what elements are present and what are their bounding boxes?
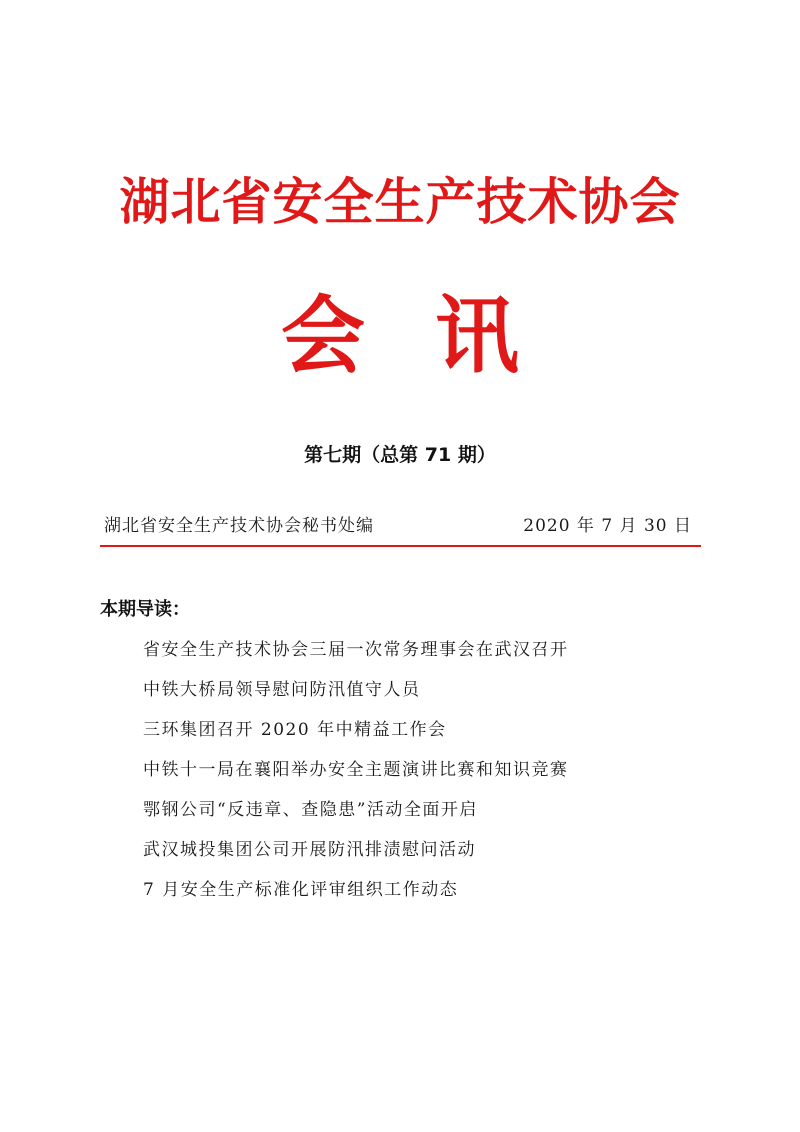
organization-title: 湖北省安全生产技术协会 xyxy=(119,173,681,231)
contents-item: 三环集团召开 2020 年中精益工作会 xyxy=(143,720,447,740)
contents-item: 中铁十一局在襄阳举办安全主题演讲比赛和知识竞赛 xyxy=(143,760,569,780)
contents-heading: 本期导读： xyxy=(100,599,190,620)
contents-item: 武汉城投集团公司开展防汛排渍慰问活动 xyxy=(143,840,476,860)
red-divider xyxy=(100,545,701,547)
contents-item: 中铁大桥局领导慰问防汛值守人员 xyxy=(143,680,421,700)
publication-date: 2020 年 7 月 30 日 xyxy=(523,516,692,536)
bulletin-name: 会讯 xyxy=(280,287,589,385)
contents-item: 省安全生产技术协会三届一次常务理事会在武汉召开 xyxy=(143,640,569,660)
editor-line: 湖北省安全生产技术协会秘书处编 xyxy=(104,516,374,536)
contents-list xyxy=(143,638,569,918)
contents-item: 7 月安全生产标准化评审组织工作动态 xyxy=(143,880,459,900)
issue-number: 第七期（总第 71 期） xyxy=(304,444,496,466)
contents-item: 鄂钢公司“反违章、查隐患”活动全面开启 xyxy=(143,800,478,820)
